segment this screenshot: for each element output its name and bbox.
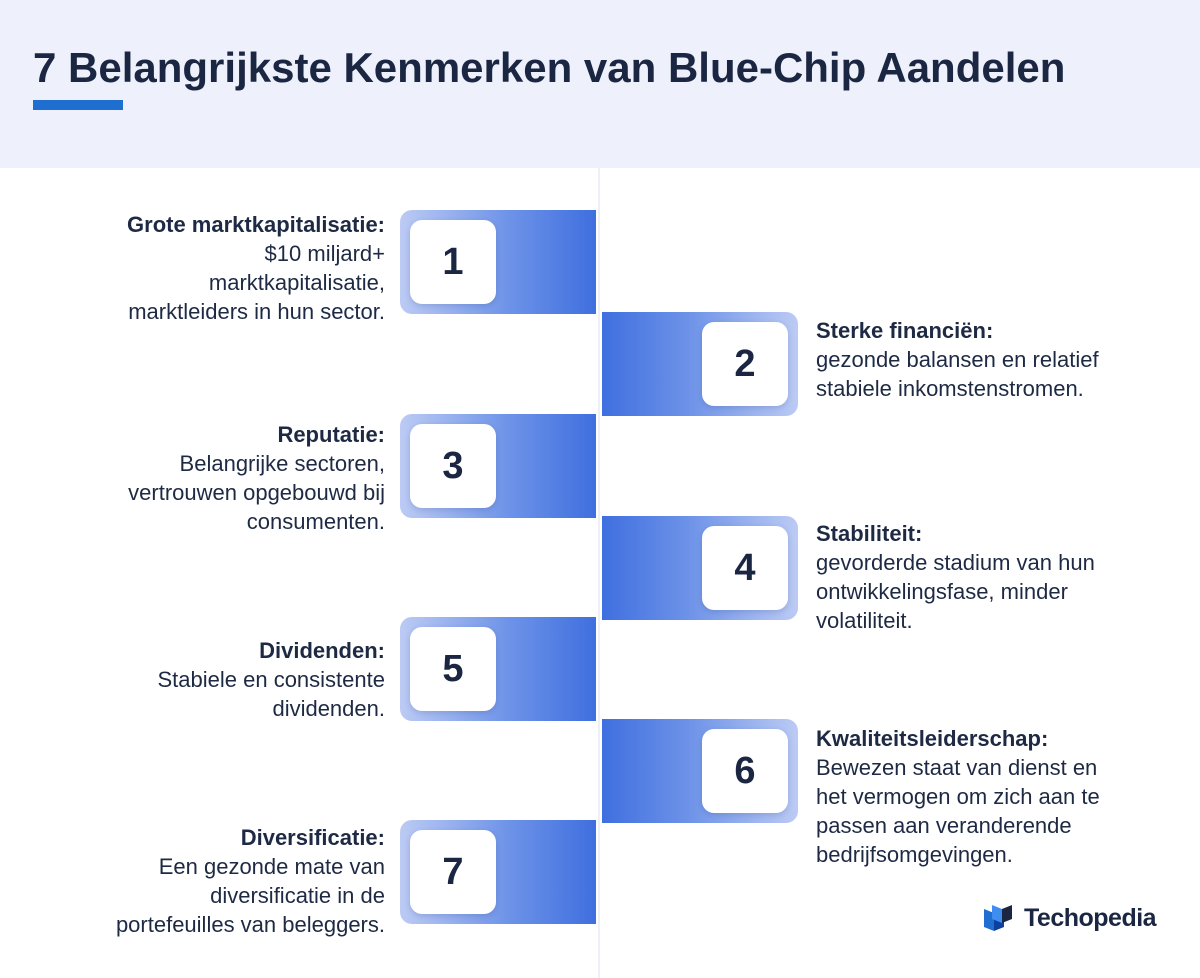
step-4-title: Stabiliteit: xyxy=(816,521,923,546)
techopedia-logo-icon xyxy=(982,901,1014,935)
step-6-line: bedrijfsomgevingen. xyxy=(816,842,1013,867)
step-7-strip xyxy=(400,820,596,924)
step-4-line: gevorderde stadium van hun xyxy=(816,550,1095,575)
step-6-text xyxy=(816,724,1100,869)
step-7-text xyxy=(116,823,385,939)
step-5-line: Stabiele en consistente xyxy=(157,667,385,692)
step-6-line: passen aan veranderende xyxy=(816,813,1072,838)
step-6-title: Kwaliteitsleiderschap: xyxy=(816,726,1049,751)
techopedia-logo xyxy=(982,900,1156,936)
step-1-title: Grote marktkapitalisatie: xyxy=(127,212,385,237)
step-5-line: dividenden. xyxy=(272,696,385,721)
step-1-number: 1 xyxy=(410,220,496,304)
title-underline xyxy=(33,100,123,110)
step-1-line: $10 miljard+ xyxy=(264,241,385,266)
step-3-line: Belangrijke sectoren, xyxy=(179,451,385,476)
step-1-line: marktkapitalisatie, xyxy=(208,270,385,295)
step-2-line: gezonde balansen en relatief xyxy=(816,347,1099,372)
step-7-number: 7 xyxy=(410,830,496,914)
step-7-title: Diversificatie: xyxy=(240,825,385,850)
step-6-number: 6 xyxy=(702,729,788,813)
step-3-number: 3 xyxy=(410,424,496,508)
logo-text: Techopedia xyxy=(1024,903,1157,932)
step-2-title: Sterke financiën: xyxy=(816,318,994,343)
step-3-text xyxy=(128,420,385,536)
step-7-line: Een gezonde mate van xyxy=(158,854,385,879)
step-4-text xyxy=(816,519,1095,635)
step-2-strip xyxy=(602,312,798,416)
step-3-strip xyxy=(400,414,596,518)
step-4-line: volatiliteit. xyxy=(816,608,913,633)
step-3-line: vertrouwen opgebouwd bij xyxy=(128,480,385,505)
step-1-text xyxy=(127,210,385,326)
step-6-line: Bewezen staat van dienst en xyxy=(816,755,1098,780)
step-1-line: marktleiders in hun sector. xyxy=(128,299,385,324)
step-3-line: consumenten. xyxy=(246,509,385,534)
step-1-strip xyxy=(400,210,596,314)
step-5-title: Dividenden: xyxy=(259,638,385,663)
step-3-title: Reputatie: xyxy=(277,422,385,447)
step-7-line: portefeuilles van beleggers. xyxy=(115,912,385,937)
step-5-text xyxy=(158,636,386,723)
page-title: 7 Belangrijkste Kenmerken van Blue-Chip Aandelen xyxy=(33,44,1066,91)
step-4-line: ontwikkelingsfase, minder xyxy=(816,579,1068,604)
step-6-strip xyxy=(602,719,798,823)
step-2-line: stabiele inkomstenstromen. xyxy=(816,376,1084,401)
step-5-strip xyxy=(400,617,596,721)
header xyxy=(0,0,1200,168)
step-4-strip xyxy=(602,516,798,620)
step-6-line: het vermogen om zich aan te xyxy=(816,784,1100,809)
step-7-line: diversificatie in de xyxy=(210,883,385,908)
step-5-number: 5 xyxy=(410,627,496,711)
step-4-number: 4 xyxy=(702,526,788,610)
step-2-number: 2 xyxy=(702,322,788,406)
center-divider xyxy=(598,168,600,978)
step-2-text xyxy=(816,316,1099,403)
